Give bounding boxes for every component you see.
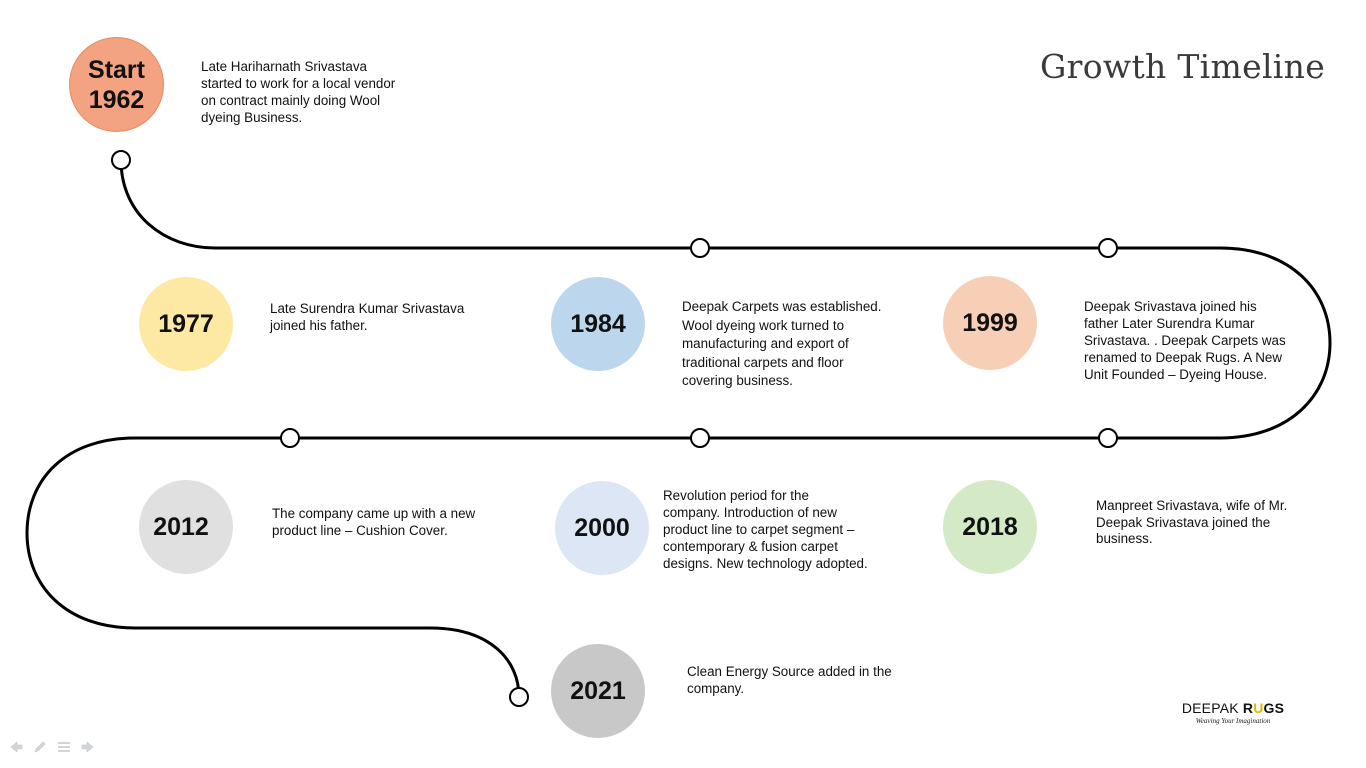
milestone-description-2000: Revolution period for the company. Introduction of new product line to carpet segment – contemporary & fusion carpet designs. New technology adopted. [663, 488, 868, 571]
milestone-description-1999: Deepak Srivastava joined his father Later Surendra Kumar Srivastava. . Deepak Carpets was renamed to Deepak Rugs. A New Unit Founded – Dyeing House. [1084, 299, 1286, 382]
milestone-year: 1984 [570, 310, 626, 338]
timeline-node [112, 151, 130, 169]
milestone-year: 2012 [153, 513, 209, 541]
forward-arrow-icon[interactable] [80, 739, 96, 755]
timeline-node [691, 429, 709, 447]
milestone-description-2012: The company came up with a new product line – Cushion Cover. [272, 506, 476, 538]
milestone-description-1977: Late Surendra Kumar Srivastava joined his father. [270, 301, 465, 333]
logo-tagline: Weaving Your Imagination [1195, 717, 1271, 725]
timeline-node [510, 688, 528, 706]
timeline-node [281, 429, 299, 447]
milestone-circle-1962 [69, 37, 164, 132]
pen-icon[interactable] [32, 739, 48, 755]
page-title: Growth Timeline [1040, 47, 1326, 86]
milestone-year: 2021 [570, 677, 626, 705]
timeline-node [1099, 239, 1117, 257]
company-logo [1173, 700, 1293, 725]
milestone-circle-1977 [139, 277, 233, 371]
milestone-circle-2012 [139, 480, 233, 574]
timeline-node [691, 239, 709, 257]
milestone-year: 1962 [88, 85, 145, 114]
logo-name: DEEPAK RUGS [1181, 700, 1285, 716]
milestone-description-2021: Clean Energy Source added in the company. [687, 664, 892, 696]
milestone-circle-2021 [551, 644, 645, 738]
timeline-node [1099, 429, 1117, 447]
milestone-description-1962: Late Hariharnath Srivastava started to work for a local vendor on contract mainly doing Wool dyeing Business. [201, 59, 396, 125]
milestone-circle-2000 [555, 481, 649, 575]
back-arrow-icon[interactable] [8, 739, 24, 755]
milestone-description-2018: Manpreet Srivastava, wife of Mr. Deepak Srivastava joined the business. [1096, 498, 1288, 546]
milestone-year: 2000 [574, 514, 630, 542]
milestone-year: 1999 [962, 309, 1018, 337]
milestone-circle-1999 [943, 276, 1037, 370]
milestone-year: 2018 [962, 513, 1018, 541]
menu-icon[interactable] [56, 739, 72, 755]
milestone-description-1984: Deepak Carpets was established. Wool dyeing work turned to manufacturing and export of traditional carpets and floor covering business. [682, 299, 882, 388]
slide-navigation [8, 739, 96, 755]
milestone-year: 1977 [158, 310, 214, 338]
milestone-circle-1984 [551, 277, 645, 371]
milestone-circle-2018 [943, 480, 1037, 574]
milestone-prefix: Start [88, 55, 145, 84]
